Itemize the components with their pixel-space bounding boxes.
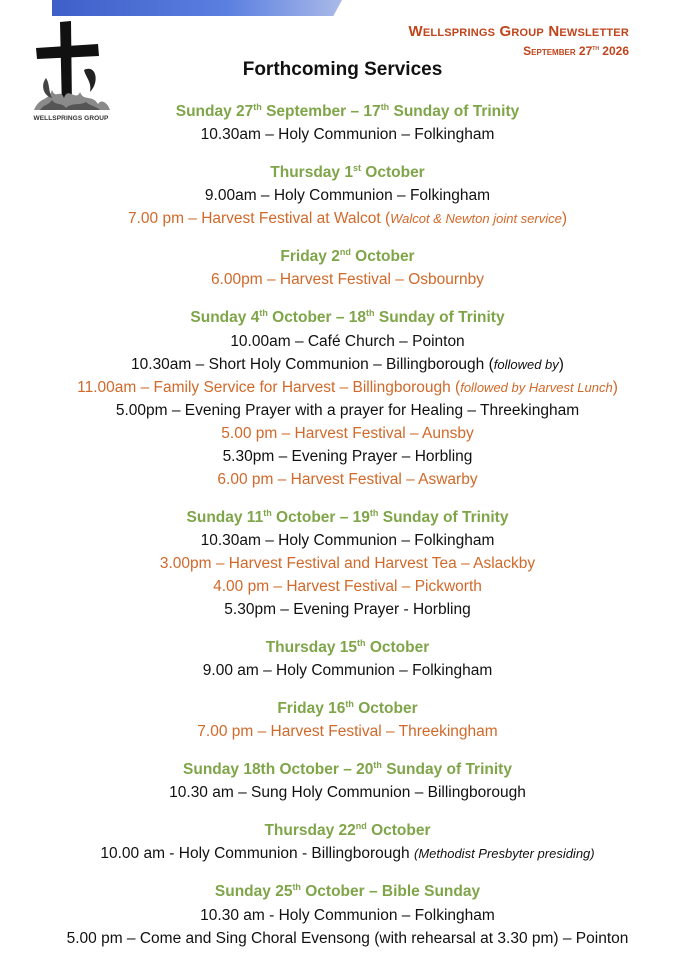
day-block — [0, 632, 695, 682]
service-note: followed by Harvest Lunch — [460, 379, 613, 395]
day-heading: Friday 2nd October — [280, 247, 415, 266]
service-line: 10.30am – Holy Communion – Folkingham — [200, 126, 495, 144]
day-block — [0, 754, 695, 804]
services-list — [0, 96, 695, 961]
day-block — [0, 876, 695, 949]
day-block — [0, 502, 695, 621]
day-heading: Thursday 1st October — [270, 163, 425, 182]
service-line: 5.00pm – Evening Prayer with a prayer for Healing – Threekingham — [115, 401, 580, 419]
newsletter-masthead — [409, 23, 630, 58]
service-line: 9.00am – Holy Communion – Folkingham — [204, 187, 491, 205]
service-line: 10.00 am - Holy Communion - Billingborough (Methodist Presbyter presiding) — [100, 845, 595, 863]
service-note: (Methodist Presbyter presiding) — [413, 846, 595, 862]
harvest-service-line: 7.00 pm – Harvest Festival at Walcot (Walcot & Newton joint service) — [127, 210, 568, 228]
harvest-service-line: 4.00 pm – Harvest Festival – Pickworth — [213, 577, 482, 595]
service-note: Walcot & Newton joint service — [390, 211, 562, 227]
harvest-service-line: 6.00pm – Harvest Festival – Osbournby — [210, 271, 485, 289]
day-heading: Sunday 11th October – 19th Sunday of Trinity — [186, 507, 509, 526]
newsletter-date: September 27th 2026 — [523, 44, 629, 58]
day-block — [0, 96, 695, 146]
service-line: 10.00am – Café Church – Pointon — [230, 332, 465, 350]
day-heading: Sunday 18th October – 20th Sunday of Trinity — [183, 760, 512, 779]
harvest-service-line: 6.00 pm – Harvest Festival – Aswarby — [217, 470, 478, 488]
service-line: 5.30pm – Evening Prayer - Horbling — [224, 600, 471, 618]
day-heading: Friday 16th October — [277, 698, 418, 718]
harvest-service-line: 5.00 pm – Harvest Festival – Aunsby — [221, 424, 474, 442]
header-banner-bar — [52, 0, 342, 16]
service-line: 5.30pm – Evening Prayer – Horbling — [222, 447, 473, 465]
service-line: 10.30 am - Holy Communion – Folkingham — [200, 906, 495, 924]
service-line: 10.30am – Holy Communion – Folkingham — [200, 531, 495, 549]
harvest-service-line: 11.00am – Family Service for Harvest – Billingborough (followed by Harvest Lunch) — [77, 378, 618, 396]
day-block — [0, 815, 695, 865]
page-title: Forthcoming Services — [242, 59, 443, 80]
day-heading: Sunday 27th September – 17th Sunday of Trinity — [175, 102, 520, 121]
harvest-service-line: 3.00pm – Harvest Festival and Harvest Tea – Aslackby — [159, 554, 536, 572]
service-line: 5.00 pm – Come and Sing Choral Evensong (with rehearsal at 3.30 pm) – Pointon — [66, 929, 629, 947]
service-line: 9.00 am – Holy Communion – Folkingham — [202, 661, 493, 679]
day-block — [0, 241, 695, 291]
service-line: 10.30 am – Sung Holy Communion – Billingborough — [169, 784, 526, 802]
day-block — [0, 693, 695, 743]
logo-caption: WELLSPRINGS GROUP — [33, 115, 109, 122]
service-note: followed by — [493, 356, 559, 372]
day-block — [0, 157, 695, 230]
day-heading: Thursday 22nd October — [264, 821, 431, 840]
harvest-service-line: 7.00 pm – Harvest Festival – Threekingham — [197, 723, 498, 741]
day-heading: Sunday 4th October – 18th Sunday of Trinity — [190, 308, 505, 327]
day-heading: Thursday 15th October — [265, 637, 430, 656]
service-line: 10.30am – Short Holy Communion – Billingborough (followed by) — [131, 355, 564, 373]
newsletter-title: Wellsprings Group Newsletter — [408, 23, 629, 40]
day-heading: Sunday 25th October – Bible Sunday — [214, 882, 481, 901]
day-block — [0, 302, 695, 490]
